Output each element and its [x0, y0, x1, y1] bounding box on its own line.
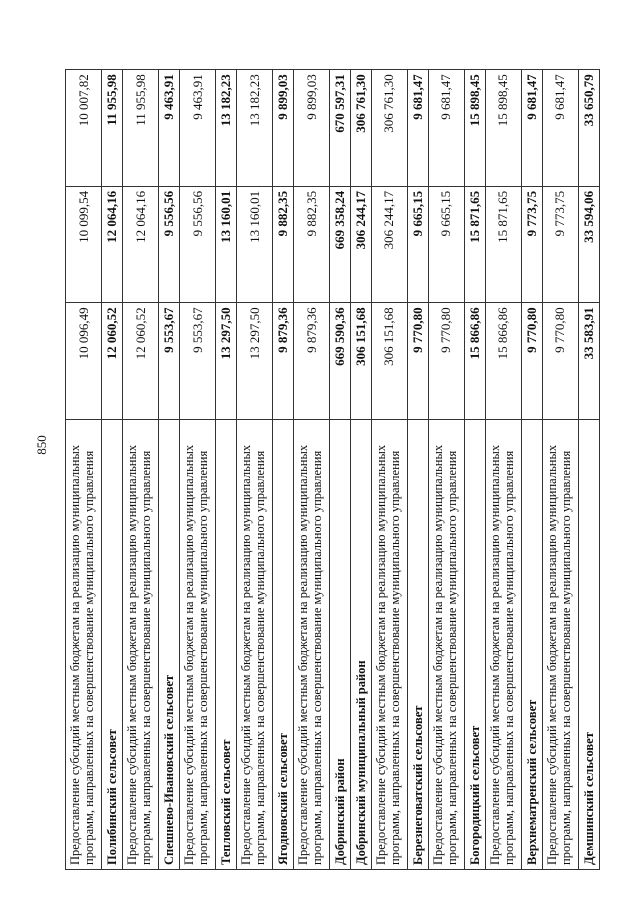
table-body: [66, 70, 600, 870]
value-cell-3: 9 681,47: [542, 70, 578, 187]
name-cell: Предоставление субсидий местным бюджетам на реализацию муниципальных программ, направленных на совершенствование муниципального управления: [180, 420, 216, 870]
value-cell-3: 9 681,47: [408, 70, 429, 187]
name-cell: Спешнево-Ивановский сельсовет: [159, 420, 180, 870]
value-cell-2: 15 871,65: [485, 186, 521, 303]
value-cell-2: 306 244,17: [351, 186, 372, 303]
name-cell: Ягодновский сельсовет: [273, 420, 294, 870]
value-cell-3: 10 007,82: [66, 70, 102, 187]
name-cell: Предоставление субсидий местным бюджетам на реализацию муниципальных программ, направленных на совершенствование муниципального управления: [371, 420, 407, 870]
value-cell-1: 13 297,50: [237, 303, 273, 420]
value-cell-1: 9 770,80: [542, 303, 578, 420]
name-cell: Предоставление субсидий местным бюджетам на реализацию муниципальных программ, направленных на совершенствование муниципального управления: [294, 420, 330, 870]
value-cell-2: 12 064,16: [123, 186, 159, 303]
value-cell-1: 9 770,80: [408, 303, 429, 420]
name-cell: Предоставление субсидий местным бюджетам на реализацию муниципальных программ, направленных на совершенствование муниципального управления: [123, 420, 159, 870]
name-cell: Тепловский сельсовет: [216, 420, 237, 870]
value-cell-3: 33 650,79: [579, 70, 600, 187]
value-cell-1: 9 879,36: [294, 303, 330, 420]
value-cell-3: 9 463,91: [159, 70, 180, 187]
value-cell-2: 15 871,65: [465, 186, 486, 303]
name-cell: Предоставление субсидий местным бюджетам на реализацию муниципальных программ, направленных на совершенствование муниципального управления: [66, 420, 102, 870]
value-cell-1: 12 060,52: [102, 303, 123, 420]
value-cell-3: 9 899,03: [273, 70, 294, 187]
value-cell-2: 9 773,75: [542, 186, 578, 303]
table-row: [66, 70, 102, 870]
value-cell-2: 13 160,01: [237, 186, 273, 303]
table-row: [123, 70, 159, 870]
value-cell-1: 9 553,67: [180, 303, 216, 420]
value-cell-3: 9 899,03: [294, 70, 330, 187]
name-cell: Предоставление субсидий местным бюджетам на реализацию муниципальных программ, направленных на совершенствование муниципального управления: [428, 420, 464, 870]
value-cell-3: 15 898,45: [485, 70, 521, 187]
group-row: [351, 70, 372, 870]
value-cell-1: 306 151,68: [371, 303, 407, 420]
group-row: [465, 70, 486, 870]
value-cell-1: 12 060,52: [123, 303, 159, 420]
table-row: [371, 70, 407, 870]
value-cell-1: 9 770,80: [522, 303, 543, 420]
name-cell: Демшинский сельсовет: [579, 420, 600, 870]
value-cell-3: 13 182,23: [216, 70, 237, 187]
value-cell-2: 9 882,35: [273, 186, 294, 303]
name-cell: Добринский муниципальный район: [351, 420, 372, 870]
value-cell-2: 12 064,16: [102, 186, 123, 303]
value-cell-3: 15 898,45: [465, 70, 486, 187]
table-row: [294, 70, 330, 870]
value-cell-1: 33 583,91: [579, 303, 600, 420]
value-cell-3: 9 463,91: [180, 70, 216, 187]
value-cell-3: 9 681,47: [428, 70, 464, 187]
table-row: [237, 70, 273, 870]
group-row: [216, 70, 237, 870]
value-cell-2: 33 594,06: [579, 186, 600, 303]
value-cell-2: 9 665,15: [428, 186, 464, 303]
name-cell: Верхнематренский сельсовет: [522, 420, 543, 870]
rotated-table-container: [65, 70, 600, 870]
name-cell: Богородицкий сельсовет: [465, 420, 486, 870]
name-cell: Добринский район: [330, 420, 351, 870]
group-row: [522, 70, 543, 870]
value-cell-1: 669 590,36: [330, 303, 351, 420]
name-cell: Полибинский сельсовет: [102, 420, 123, 870]
value-cell-3: 11 955,98: [123, 70, 159, 187]
group-row: [330, 70, 351, 870]
value-cell-1: 9 770,80: [428, 303, 464, 420]
value-cell-1: 306 151,68: [351, 303, 372, 420]
value-cell-2: 9 882,35: [294, 186, 330, 303]
value-cell-1: 9 879,36: [273, 303, 294, 420]
value-cell-3: 306 761,30: [371, 70, 407, 187]
value-cell-3: 13 182,23: [237, 70, 273, 187]
value-cell-1: 15 866,86: [465, 303, 486, 420]
value-cell-3: 670 597,31: [330, 70, 351, 187]
value-cell-1: 13 297,50: [216, 303, 237, 420]
name-cell: Березнеговатский сельсовет: [408, 420, 429, 870]
budget-table: [65, 69, 600, 870]
value-cell-1: 15 866,86: [485, 303, 521, 420]
page-number: 850: [33, 435, 49, 455]
value-cell-3: 306 761,30: [351, 70, 372, 187]
group-row: [102, 70, 123, 870]
name-cell: Предоставление субсидий местным бюджетам на реализацию муниципальных программ, направленных на совершенствование муниципального управления: [237, 420, 273, 870]
name-cell: Предоставление субсидий местным бюджетам на реализацию муниципальных программ, направленных на совершенствование муниципального управления: [485, 420, 521, 870]
value-cell-1: 10 096,49: [66, 303, 102, 420]
group-row: [159, 70, 180, 870]
value-cell-2: 306 244,17: [371, 186, 407, 303]
value-cell-2: 9 665,15: [408, 186, 429, 303]
value-cell-2: 9 773,75: [522, 186, 543, 303]
value-cell-2: 10 099,54: [66, 186, 102, 303]
table-row: [485, 70, 521, 870]
value-cell-2: 9 556,56: [159, 186, 180, 303]
table-row: [180, 70, 216, 870]
value-cell-2: 669 358,24: [330, 186, 351, 303]
table-row: [542, 70, 578, 870]
group-row: [579, 70, 600, 870]
value-cell-1: 9 553,67: [159, 303, 180, 420]
group-row: [273, 70, 294, 870]
table-row: [428, 70, 464, 870]
value-cell-3: 9 681,47: [522, 70, 543, 187]
value-cell-2: 9 556,56: [180, 186, 216, 303]
name-cell: Предоставление субсидий местным бюджетам на реализацию муниципальных программ, направленных на совершенствование муниципального управления: [542, 420, 578, 870]
value-cell-3: 11 955,98: [102, 70, 123, 187]
group-row: [408, 70, 429, 870]
value-cell-2: 13 160,01: [216, 186, 237, 303]
